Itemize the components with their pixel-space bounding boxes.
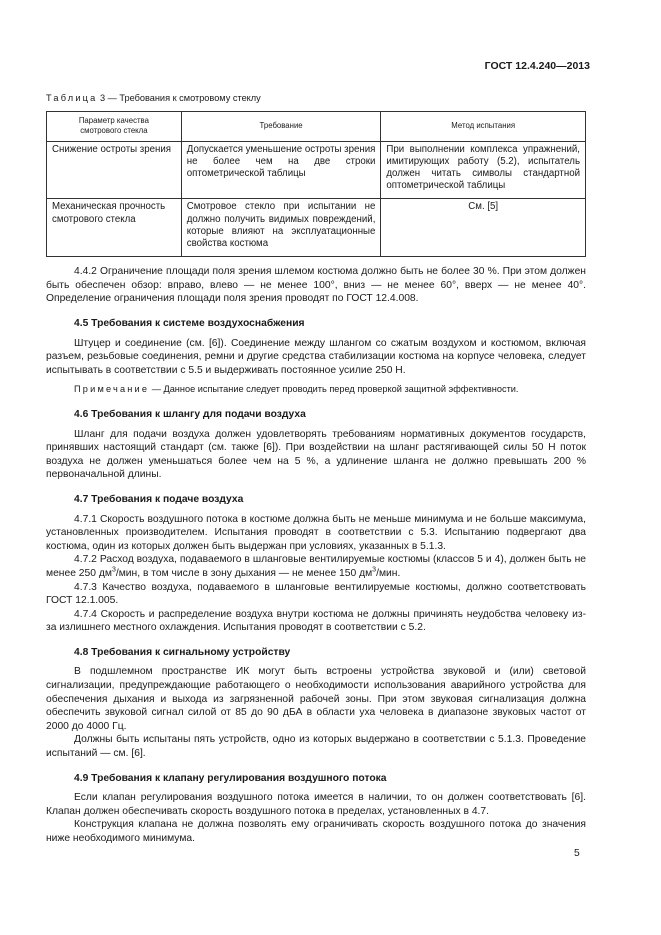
standard-header: ГОСТ 12.4.240—2013: [484, 60, 590, 72]
column-header-method: Метод испытания: [381, 111, 586, 141]
note-4-5: [46, 383, 586, 397]
column-header-parameter: Параметр качества смотрового стекла: [47, 111, 182, 141]
section-title-4-5: 4.5 Требования к системе воздухоснабжения: [74, 318, 305, 329]
requirements-table: [46, 111, 586, 258]
table-cell-method: При выполнении комплекса упражнений, имитирующих работу (5.2), испытатель должен читать символы стандартной оптометрической таблицы: [381, 141, 586, 199]
section-title-4-9: 4.9 Требования к клапану регулирования воздушного потока: [74, 772, 387, 784]
note-text: — Данное испытание следует проводить перед проверкой защитной эффективности.: [149, 384, 519, 395]
note-label: Примечание: [74, 384, 150, 395]
paragraph-4-9-2: Конструкция клапана не должна позволять ему ограничивать скорость воздушного потока до значения ниже необходимого минимума.: [46, 819, 586, 844]
table-caption-label: Таблица: [46, 93, 98, 103]
paragraph-4-7-2: [46, 553, 586, 580]
paragraph-4-7-1: 4.7.1 Скорость воздушного потока в костюме должна быть не меньше минимума и не больше максимума, установленных производителем. Испытания проводят в соответствии с 5.3. Испытанию подвергают два костюма, один из которых должен быть выдержан при условиях, указанных в 5.1.3.: [46, 513, 586, 552]
superscript-3: 3: [372, 566, 377, 574]
table-caption: [46, 92, 586, 106]
paragraph-4-5: Штуцер и соединение (см. [6]). Соединение между шлангом со сжатым воздухом и костюмом, включая разъем, резьбовые соединения, ремни и другие средства стабилизации костюма на корпусе человека, следует испытывать в соответствии с 5.5 и выдерживать постоянное усилие 250 Н.: [46, 337, 586, 376]
section-title-4-7: 4.7 Требования к подаче воздуха: [74, 493, 244, 505]
table-cell-param: Механическая прочность смотрового стекла: [47, 199, 182, 257]
paragraph-4-7-3: 4.7.3 Качество воздуха, подаваемого в шланговые вентилируемые костюмы, должно соответствовать ГОСТ 12.1.005.: [46, 581, 586, 607]
paragraph-4-4-2: 4.4.2 Ограничение площади поля зрения шлемом костюма должно быть не более 30 %. При этом должен быть обеспечен обзор: вправо, влево — не менее 100°, вниз — не менее 60°, вверх — не менее 40°. Определение ограничения площади поля зрения проводят по ГОСТ 12.4.008.: [46, 266, 586, 305]
paragraph-4-8-1: В подшлемном пространстве ИК могут быть встроены устройства звуковой и (или) световой сигнализации, предупреждающие работающего о необходимости использования аварийного устройства для обеспечения дыхания и выхода из загрязненной рабочей зоны. При этом звуковая сигнализация должна обеспечить звуковой сигнал силой от 85 до 90 дБА в области уха человека в диапазоне звуковых частот от 2000 до 4000 Гц.: [46, 666, 586, 732]
paragraph-4-6: Шланг для подачи воздуха должен удовлетворять требованиям нормативных документов государств, принявших настоящий стандарт (см. также [6]). При воздействии на шланг растягивающей силы 50 Н поток воздуха не должен уменьшаться более чем на 5 %, а удлинение шланга не должно превышать 200 % первоначальной длины.: [46, 428, 586, 481]
superscript-3: 3: [111, 566, 116, 574]
column-header-requirement: Требование: [181, 111, 381, 141]
section-title-4-6: 4.6 Требования к шлангу для подачи воздуха: [74, 408, 306, 420]
page-content: [46, 92, 586, 846]
table-cell-requirement: Допускается уменьшение остроты зрения не более чем на две строки оптометрической таблицы: [181, 141, 381, 199]
table-caption-text: 3 — Требования к смотровому стеклу: [97, 93, 261, 103]
table-row: [47, 141, 586, 199]
paragraph-4-7-2-part-c: /мин.: [376, 567, 401, 579]
paragraph-4-8-2: Должны быть испытаны пять устройств, одно из которых выдержано в соответствии с 5.1.3. Проведение испытаний — см. [6].: [46, 734, 586, 760]
paragraph-4-7-4: 4.7.4 Скорость и распределение воздуха внутри костюма не должны причинять неудобства человеку из-за излишнего местного охлаждения. Испытания проводят в соответствии с 5.2.: [46, 608, 586, 634]
table-cell-method: См. [5]: [381, 199, 586, 257]
table-header-row: [47, 111, 586, 141]
table-cell-param: Снижение остроты зрения: [47, 141, 182, 199]
table-cell-requirement: Смотровое стекло при испытании не должно получить видимых повреждений, которые влияют на эксплуатационные свойства костюма: [181, 199, 381, 257]
section-title-4-8: 4.8 Требования к сигнальному устройству: [74, 646, 291, 658]
paragraph-4-7-2-part-a: 4.7.2 Расход воздуха, подаваемого в шланговые вентилируемые костюмы (классов 5 и 4), должен быть не менее 250 дм: [46, 554, 586, 579]
paragraph-4-9-1: Если клапан регулирования воздушного потока имеется в наличии, то он должен соответствовать [6]. Клапан должен обеспечивать скорость воздушного потока в пределах, установленных в 4.7.: [46, 792, 586, 817]
table-row: [47, 199, 586, 257]
paragraph-4-7-2-part-b: /мин, в том числе в зону дыхания — не менее 150 дм: [115, 567, 373, 579]
page-number: 5: [574, 848, 580, 859]
